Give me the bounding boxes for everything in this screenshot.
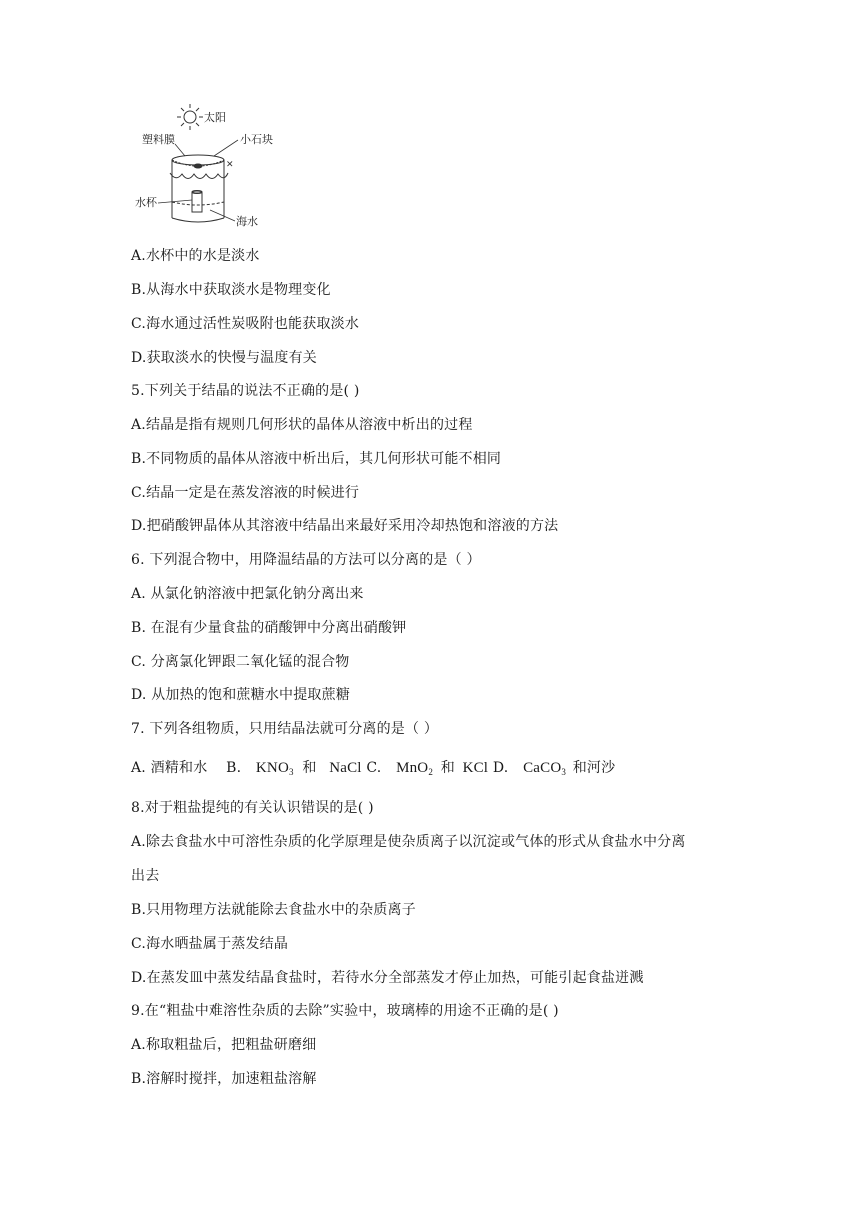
q9-stem: 9.在“粗盐中难溶性杂质的去除”实验中，玻璃棒的用途不正确的是( ) xyxy=(131,1003,559,1019)
q7-options xyxy=(131,758,615,778)
small-stone-label: 小石块 xyxy=(240,133,273,146)
q8-option-a-line1: A.除去食盐水中可溶性杂质的化学原理是使杂质离子以沉淀或气体的形式从食盐水中分离 xyxy=(131,834,686,850)
q7-c-formula-1 xyxy=(396,758,433,778)
sun-icon xyxy=(177,104,203,130)
formula-subscript: 3 xyxy=(561,767,567,777)
cross-mark-icon: ✕ xyxy=(226,160,234,170)
q7-stem: 7. 下列各组物质，只用结晶法就可分离的是（ ） xyxy=(131,721,439,737)
q7-option-a: A. 酒精和水 xyxy=(131,760,208,776)
q5-option-d: D.把硝酸钾晶体从其溶液中结晶出来最好采用冷却热饱和溶液的方法 xyxy=(131,518,559,534)
q9-option-a: A.称取粗盐后，把粗盐研磨细 xyxy=(131,1037,317,1053)
small-stone-leader xyxy=(214,140,238,156)
q9-option-b: B.溶解时搅拌，加速粗盐溶解 xyxy=(131,1071,317,1087)
container-outline xyxy=(170,155,228,222)
formula-kno: KNO xyxy=(255,760,289,776)
solar-desalination-figure xyxy=(130,100,290,232)
q6-option-d: D. 从加热的饱和蔗糖水中提取蔗糖 xyxy=(131,687,351,703)
q4-option-b: B.从海水中获取淡水是物理变化 xyxy=(131,282,331,298)
plastic-film-leader xyxy=(175,144,185,156)
q8-option-d: D.在蒸发皿中蒸发结晶食盐时，若待水分全部蒸发才停止加热，可能引起食盐迸溅 xyxy=(131,970,644,986)
q7-option-d-prefix: D. xyxy=(492,760,509,776)
sea-water-label: 海水 xyxy=(236,215,258,228)
q7-b-formula-2: NaCl xyxy=(329,760,362,776)
q7-c-formula-2: KCl xyxy=(462,760,489,776)
plastic-film-label: 塑料膜 xyxy=(142,133,175,146)
q7-b-formula-1 xyxy=(256,758,294,778)
q8-option-b: B.只用物理方法就能除去食盐水中的杂质离子 xyxy=(131,902,416,918)
q7-d-rest: 和河沙 xyxy=(572,760,616,776)
q4-option-d: D.获取淡水的快慢与温度有关 xyxy=(131,350,317,366)
formula-subscript: 2 xyxy=(428,767,434,777)
q8-stem: 8.对于粗盐提纯的有关认识错误的是( ) xyxy=(131,800,374,816)
formula-subscript: 3 xyxy=(288,767,294,777)
q6-option-a: A. 从氯化钠溶液中把氯化钠分离出来 xyxy=(131,586,364,602)
q5-option-a: A.结晶是指有规则几何形状的晶体从溶液中析出的过程 xyxy=(131,417,473,433)
q5-option-c: C.结晶一定是在蒸发溶液的时候进行 xyxy=(131,485,360,501)
sun-label: 太阳 xyxy=(204,111,226,124)
formula-mno: MnO xyxy=(396,760,429,776)
q7-option-b-prefix: B. xyxy=(226,760,242,776)
solar-still-diagram xyxy=(130,100,290,232)
q8-option-a-line2: 出去 xyxy=(131,868,160,884)
q5-stem: 5.下列关于结晶的说法不正确的是( ) xyxy=(131,383,360,399)
q7-option-c-prefix: C. xyxy=(366,760,382,776)
q7-d-formula-1 xyxy=(523,758,566,778)
q6-stem: 6. 下列混合物中，用降温结晶的方法可以分离的是（ ） xyxy=(131,552,481,568)
q7-b-and: 和 xyxy=(302,760,317,776)
q8-option-c: C.海水晒盐属于蒸发结晶 xyxy=(131,936,289,952)
sea-water-leader xyxy=(210,210,235,221)
q6-option-b: B. 在混有少量食盐的硝酸钾中分离出硝酸钾 xyxy=(131,620,407,636)
water-cup-leader xyxy=(158,200,192,203)
q7-c-and: 和 xyxy=(440,760,455,776)
q4-option-c: C.海水通过活性炭吸附也能获取淡水 xyxy=(131,316,360,332)
q6-option-c: C. 分离氯化钾跟二氧化锰的混合物 xyxy=(131,654,350,670)
q4-option-a: A.水杯中的水是淡水 xyxy=(131,248,260,264)
q5-option-b: B.不同物质的晶体从溶液中析出后，其几何形状可能不相同 xyxy=(131,451,502,467)
water-cup-label: 水杯 xyxy=(135,196,157,209)
formula-caco: CaCO xyxy=(523,760,562,776)
